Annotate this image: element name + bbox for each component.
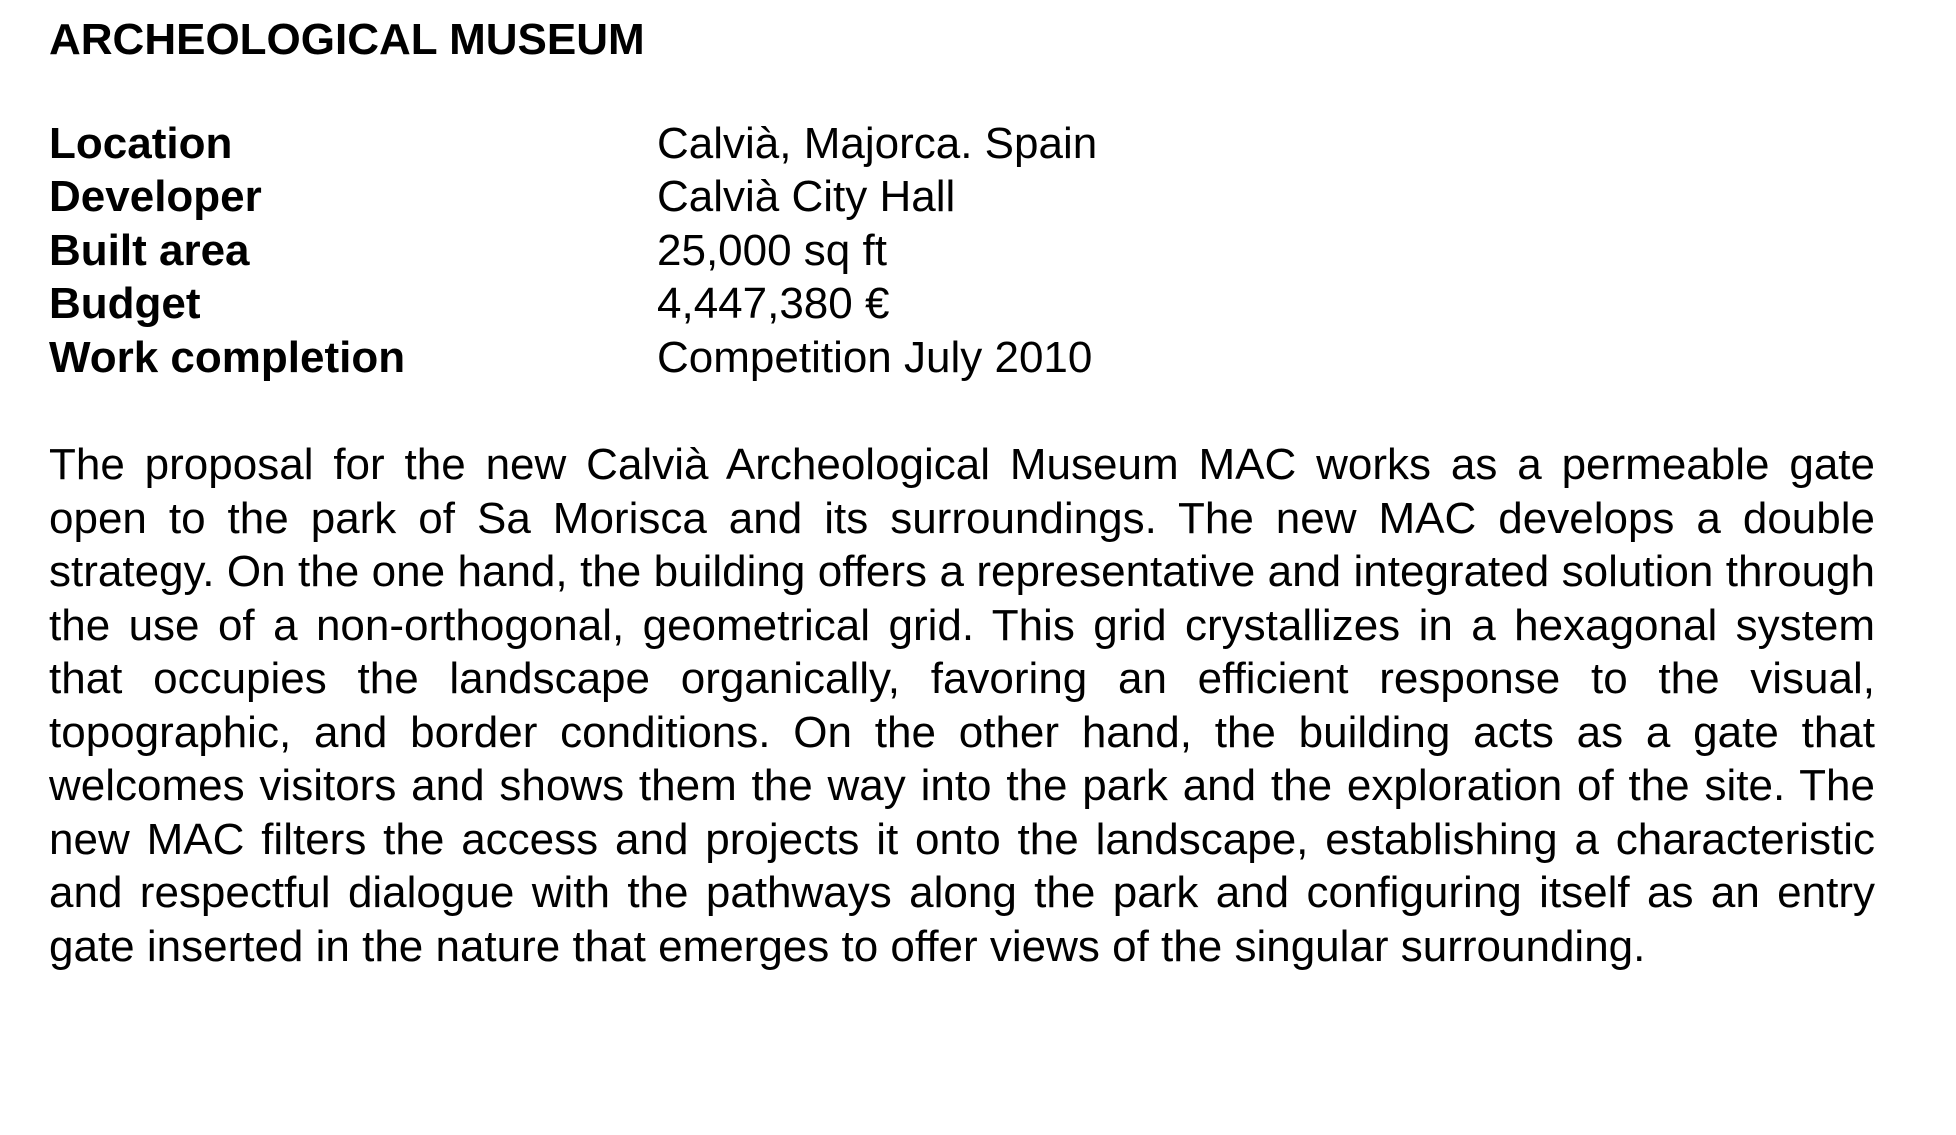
project-description: The proposal for the new Calvià Archeological Museum MAC works as a permeable gate open to the park of Sa Morisca and its surroundings. The new MAC develops a double strategy. On the one hand, the building offers a representative and integrated solution through the use of a non-orthogonal, geometrical grid. This grid crystallizes in a hexagonal system that occupies the landscape organically, favoring an efficient response to the visual, topographic, and border conditions. On the other hand, the building acts as a gate that welcomes visitors and shows them the way into the park and the exploration of the site. The new MAC filters the access and projects it onto the landscape, establishing a characteristic and respectful dialogue with the pathways along the park and configuring itself as an entry gate inserted in the nature that emerges to offer views of the singular surrounding. [49, 440, 1875, 971]
fact-row-location [49, 117, 1875, 171]
fact-row-budget [49, 278, 1875, 332]
fact-label: Built area [49, 225, 250, 275]
fact-row-built-area [49, 224, 1875, 278]
fact-value: Calvià City Hall [657, 172, 956, 222]
fact-row-work-completion [49, 331, 1875, 385]
project-facts [49, 117, 1875, 385]
fact-value: Calvià, Majorca. Spain [657, 118, 1098, 168]
fact-value: 4,447,380 € [657, 279, 890, 329]
fact-label: Work completion [49, 332, 406, 382]
fact-value: 25,000 sq ft [657, 225, 887, 275]
fact-label: Budget [49, 279, 201, 329]
document-title: ARCHEOLOGICAL MUSEUM [49, 15, 645, 64]
fact-row-developer [49, 171, 1875, 225]
fact-label: Developer [49, 172, 262, 222]
fact-value: Competition July 2010 [657, 332, 1093, 382]
fact-label: Location [49, 118, 233, 168]
